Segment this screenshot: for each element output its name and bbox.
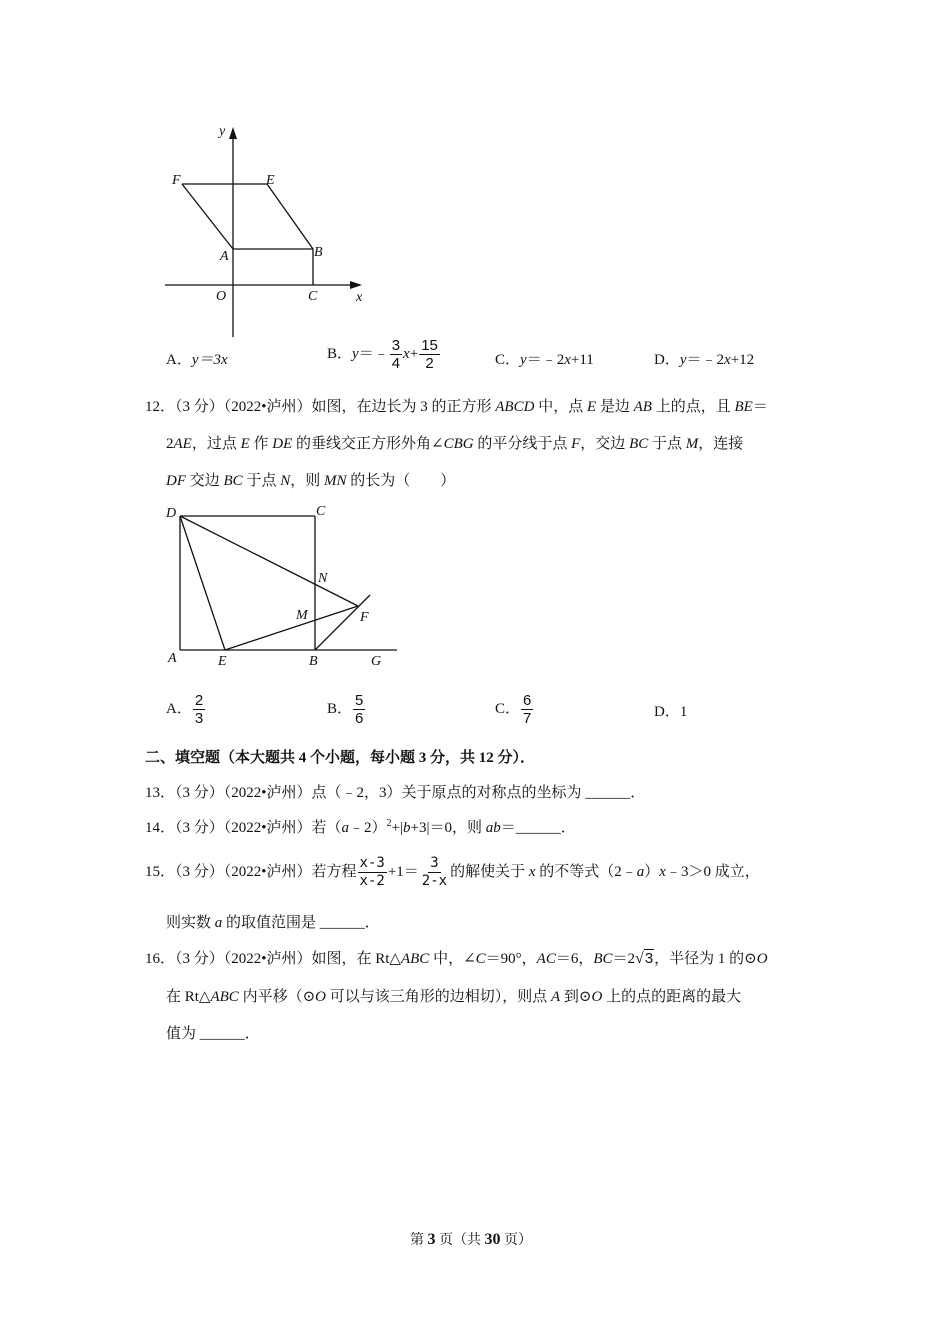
question-15-line-1: 15．（3 分）（2022•泸州）若方程 $\frac{x-3}{x-2}$ +1＝ $\frac{3}{2-x}$ 的解使关于 x 的不等式（2﹣a）x﹣3＞0 成立， xyxy=(145,855,760,890)
q11-option-a: A．y＝3x xyxy=(166,352,228,368)
question-16-line-3: 值为 ______． xyxy=(166,1026,260,1042)
fraction-15-2: $\frac{15}{2}$ xyxy=(421,337,438,373)
q11-option-c: C．y＝﹣2x+11 xyxy=(495,352,594,368)
question-14: 14．（3 分）（2022•泸州）若（a﹣2）$^2$+|b+3|＝0，则 ab＝______． xyxy=(145,818,576,836)
section-2-title: 二、填空题（本大题共 4 个小题，每小题 3 分，共 12 分）． xyxy=(145,750,536,766)
label-F: F xyxy=(360,610,369,625)
fraction-3-2x: $\frac{3}{2-x}$ xyxy=(421,855,448,890)
label-C: C xyxy=(316,504,326,519)
question-13: 13．（3 分）（2022•泸州）点（﹣2，3）关于原点的对称点的坐标为 ______． xyxy=(145,785,646,801)
label-F: F xyxy=(172,173,181,188)
segment-EB xyxy=(267,184,313,249)
label-B: B xyxy=(314,245,323,260)
label-B: B xyxy=(309,654,318,669)
fraction-6-7: $\frac{6}{7}$ xyxy=(523,692,532,728)
q12-option-c: C． $\frac{6}{7}$ xyxy=(495,692,532,728)
label-x: x xyxy=(356,290,363,305)
q12-line-3: DF 交边 BC 于点 N，则 MN 的长为（ ） xyxy=(166,473,456,489)
q12-option-b: B． $\frac{5}{6}$ xyxy=(327,692,364,728)
sqrt-symbol: √ xyxy=(635,950,644,967)
segment-DE xyxy=(180,516,225,650)
label-C: C xyxy=(308,289,318,304)
y-arrow xyxy=(229,127,237,139)
label-O: O xyxy=(216,289,227,304)
q12-option-d: D．1 xyxy=(654,704,688,720)
segment-DF xyxy=(180,516,358,606)
label-E: E xyxy=(266,173,275,188)
q11-option-d: D．y＝﹣2x+12 xyxy=(654,352,755,368)
question-15-line-2: 则实数 a 的取值范围是 ______． xyxy=(166,915,380,931)
label-E: E xyxy=(218,654,227,669)
q12-line-2: 2AE，过点 E 作 DE 的垂线交正方形外角∠CBG 的平分线于点 F，交边 BC 于点 M，连接 xyxy=(166,436,744,452)
fraction-3-4: $\frac{3}{4}$ xyxy=(391,337,401,373)
figure-11 xyxy=(150,115,380,345)
segment-FA xyxy=(182,184,233,249)
q12-line-1: 12．（3 分）（2022•泸州）如图，在边长为 3 的正方形 ABCD 中，点 E 是边 AB 上的点，且 BE＝ xyxy=(145,399,768,415)
figure-12 xyxy=(160,495,410,675)
question-16-line-1: 16．（3 分）（2022•泸州）如图，在 Rt△ABC 中，∠C＝90°，AC＝6，BC＝2√3，半径为 1 的⊙O xyxy=(145,950,768,967)
question-16-line-2: 在 Rt△ABC 内平移（⊙O 可以与该三角形的边相切），则点 A 到⊙O 上的点的距离的最大 xyxy=(166,989,742,1005)
label-A: A xyxy=(168,651,177,666)
fraction-2-3: $\frac{2}{3}$ xyxy=(194,692,204,728)
label-y: y xyxy=(219,124,226,139)
q11-option-b: B．y＝﹣ $\frac{3}{4}$ x+ $\frac{15}{2}$ xyxy=(327,337,438,373)
q12-option-a: A． $\frac{2}{3}$ xyxy=(166,692,204,728)
label-G: G xyxy=(371,654,382,669)
label-M: M xyxy=(296,608,308,623)
label-D: D xyxy=(166,506,177,521)
x-arrow xyxy=(350,281,362,289)
fraction-5-6: $\frac{5}{6}$ xyxy=(355,692,364,728)
label-A: A xyxy=(220,249,229,264)
label-N: N xyxy=(318,571,328,586)
segment-EF xyxy=(225,606,358,650)
fraction-x3-x2: $\frac{x-3}{x-2}$ xyxy=(359,855,385,890)
page-footer: 第 3 页（共 30 页） xyxy=(410,1231,532,1248)
